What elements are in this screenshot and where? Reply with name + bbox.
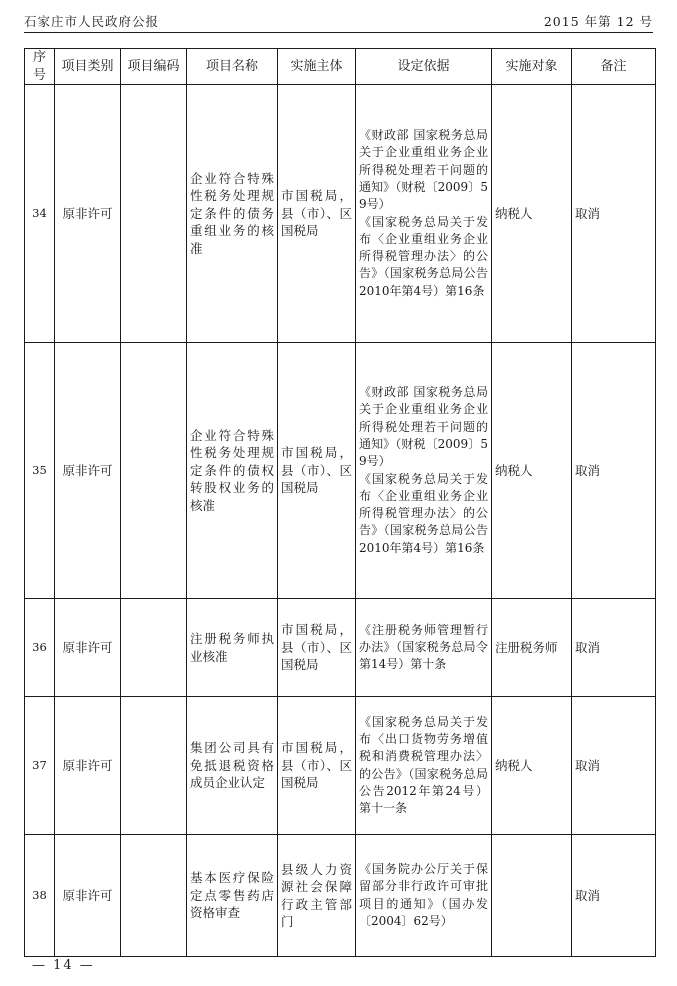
row-target: 纳税人 (492, 697, 572, 835)
row-basis (356, 835, 492, 957)
row-code (121, 697, 187, 835)
row-target: 注册税务师 (492, 599, 572, 697)
row-basis-text: 《财政部 国家税务总局关于企业重组业务企业所得税处理若干问题的通知》（财税〔2009〕59号） 《国家税务总局关于发布〈企业重组业务企业所得税管理办法〉的公告》（国家税务总局公告2010年第4号）第16条 (359, 385, 488, 555)
row-basis-text: 《财政部 国家税务总局关于企业重组业务企业所得税处理若干问题的通知》（财税〔2009〕59号） 《国家税务总局关于发布〈企业重组业务企业所得税管理办法〉的公告》（国家税务总局公告2010年第4号）第16条 (359, 128, 488, 298)
row-basis-text: 《国务院办公厅关于保留部分非行政许可审批项目的通知》（国办发〔2004〕62号） (359, 861, 488, 928)
table-header-row (25, 49, 656, 85)
row-name: 注册税务师执业核准 (187, 599, 278, 697)
row-code (121, 343, 187, 599)
row-note: 取消 (572, 697, 656, 835)
row-no: 34 (25, 85, 55, 343)
row-target: 纳税人 (492, 343, 572, 599)
row-note: 取消 (572, 599, 656, 697)
row-basis-text: 《注册税务师管理暂行办法》（国家税务总局令第14号）第十条 (359, 622, 488, 672)
row-body: 县级人力资源社会保障行政主管部门 (278, 835, 356, 957)
row-target: 纳税人 (492, 85, 572, 343)
row-type: 原非许可 (55, 835, 121, 957)
row-no: 36 (25, 599, 55, 697)
row-body: 市国税局，县（市）、区国税局 (278, 697, 356, 835)
row-basis (356, 599, 492, 697)
page-number: — 14 — (32, 958, 95, 973)
table-row (25, 85, 656, 343)
row-note: 取消 (572, 343, 656, 599)
column-header-note: 备注 (572, 49, 656, 85)
column-header-basis: 设定依据 (356, 49, 492, 85)
publication-title: 石家庄市人民政府公报 (24, 14, 160, 29)
column-header-code: 项目编码 (121, 49, 187, 85)
row-body: 市国税局，县（市）、区国税局 (278, 343, 356, 599)
row-name: 基本医疗保险定点零售药店资格审查 (187, 835, 278, 957)
row-basis-text: 《国家税务总局关于发布〈出口货物劳务增值税和消费税管理办法〉的公告》（国家税务总局公告2012年第24号）第十一条 (359, 714, 488, 816)
row-name: 企业符合特殊性税务处理规定条件的债务重组业务的核准 (187, 85, 278, 343)
row-body: 市国税局，县（市）、区国税局 (278, 599, 356, 697)
column-header-name: 项目名称 (187, 49, 278, 85)
items-table (24, 48, 656, 957)
row-target (492, 835, 572, 957)
column-header-type: 项目类别 (55, 49, 121, 85)
row-basis (356, 697, 492, 835)
row-code (121, 835, 187, 957)
row-note: 取消 (572, 85, 656, 343)
column-header-body: 实施主体 (278, 49, 356, 85)
row-name: 企业符合特殊性税务处理规定条件的债权转股权业务的核准 (187, 343, 278, 599)
row-type: 原非许可 (55, 697, 121, 835)
row-code (121, 599, 187, 697)
header-rule (24, 32, 653, 33)
row-body: 市国税局，县（市）、区国税局 (278, 85, 356, 343)
row-name: 集团公司具有免抵退税资格成员企业认定 (187, 697, 278, 835)
table-row (25, 697, 656, 835)
row-note: 取消 (572, 835, 656, 957)
row-no: 37 (25, 697, 55, 835)
row-basis (356, 343, 492, 599)
row-basis (356, 85, 492, 343)
row-no: 38 (25, 835, 55, 957)
issue-number: 2015 年第 12 号 (543, 14, 653, 29)
row-code (121, 85, 187, 343)
column-header-no: 序号 (25, 49, 55, 85)
row-type: 原非许可 (55, 85, 121, 343)
row-type: 原非许可 (55, 343, 121, 599)
column-header-target: 实施对象 (492, 49, 572, 85)
page-header (24, 8, 653, 30)
row-no: 35 (25, 343, 55, 599)
row-type: 原非许可 (55, 599, 121, 697)
table-row (25, 835, 656, 957)
table-row (25, 343, 656, 599)
table-row (25, 599, 656, 697)
